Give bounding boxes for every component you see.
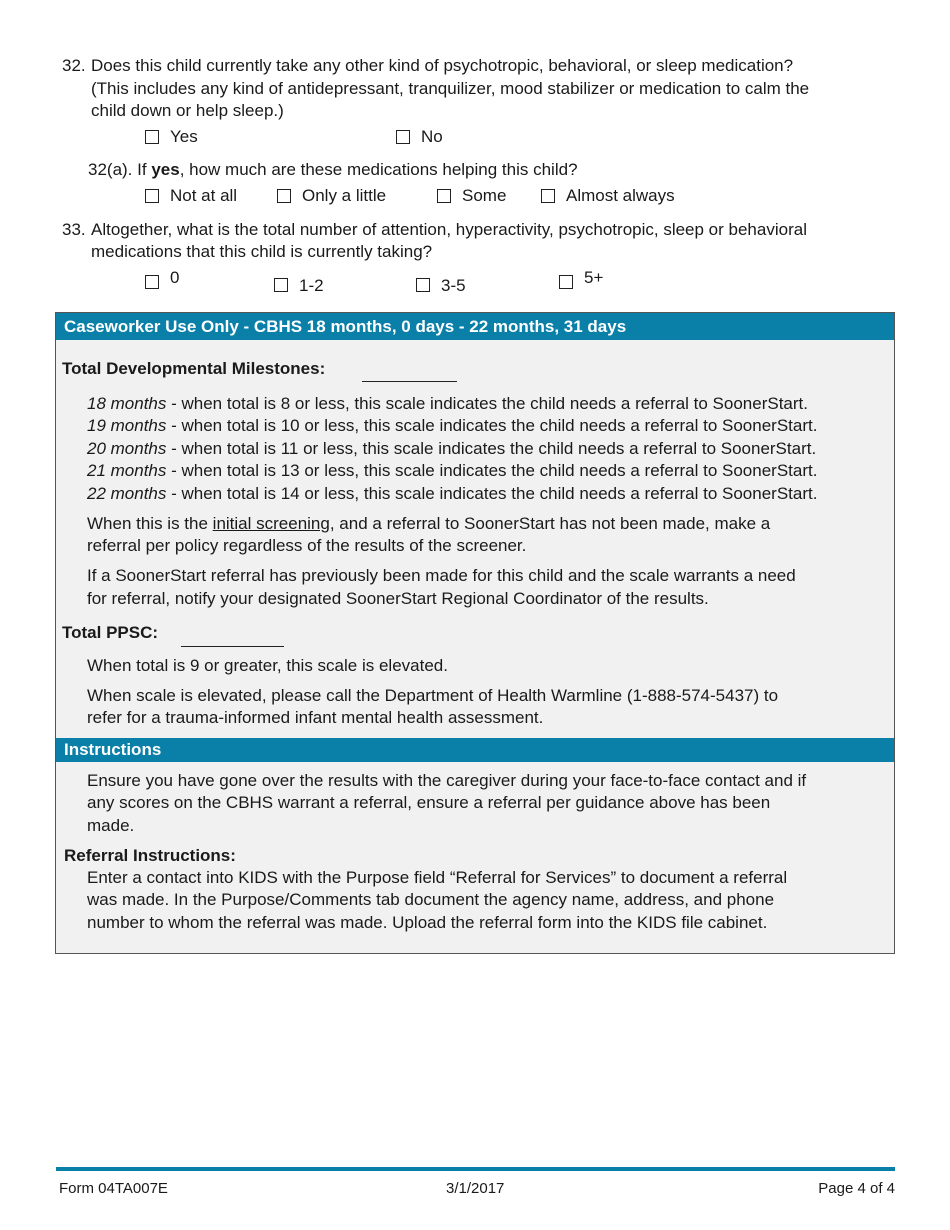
instructions-header: Instructions xyxy=(56,738,894,762)
option-label: 3-5 xyxy=(441,276,466,295)
ppsc-warmline-note-line2: refer for a trauma-informed infant mental health assessment. xyxy=(87,708,544,727)
footer-date: 3/1/2017 xyxy=(446,1180,505,1197)
checkbox[interactable] xyxy=(274,278,288,292)
age-row xyxy=(87,438,816,461)
initial-screening-note xyxy=(87,513,770,536)
checkbox[interactable] xyxy=(277,189,291,203)
q32a-option-almost-always[interactable] xyxy=(541,186,675,206)
question-line: Altogether, what is the total number of attention, hyperactivity, psychotropic, sleep or behavioral xyxy=(91,220,807,239)
q33-option-5-plus[interactable] xyxy=(559,268,604,289)
q32-option-yes[interactable] xyxy=(145,127,198,147)
instructions-line: any scores on the CBHS warrant a referral, ensure a referral per guidance above has been xyxy=(87,793,771,812)
question-number: 32. xyxy=(62,56,86,75)
option-label: Some xyxy=(462,186,507,205)
initial-screening-note-line2: referral per policy regardless of the results of the screener. xyxy=(87,536,527,555)
option-label: 1-2 xyxy=(299,276,324,295)
referral-line: was made. In the Purpose/Comments tab document the agency name, address, and phone xyxy=(87,890,775,909)
note-text: , and a referral to SoonerStart has not been made, make a xyxy=(329,514,771,533)
checkbox[interactable] xyxy=(437,189,451,203)
ppsc-label: Total PPSC: xyxy=(62,623,159,642)
age-row xyxy=(87,415,817,438)
referral-instructions-label: Referral Instructions: xyxy=(64,846,236,865)
age-rule: - when total is 11 or less, this scale indicates the child needs a referral to SoonerStart. xyxy=(166,439,817,458)
footer-form-number: Form 04TA007E xyxy=(59,1180,168,1197)
age-label: 20 months xyxy=(87,439,167,458)
age-rule: - when total is 14 or less, this scale indicates the child needs a referral to SoonerStart. xyxy=(166,484,818,503)
checkbox[interactable] xyxy=(559,275,573,289)
question-line: medications that this child is currently taking? xyxy=(91,242,433,261)
option-label: No xyxy=(421,127,443,146)
milestones-total-field[interactable] xyxy=(362,381,457,382)
q33-option-0[interactable] xyxy=(145,268,180,289)
question-number: 33. xyxy=(62,220,86,239)
age-row xyxy=(87,460,817,483)
checkbox[interactable] xyxy=(145,275,159,289)
option-label: Only a little xyxy=(302,186,387,205)
option-label: 0 xyxy=(170,268,180,287)
q32a-option-some[interactable] xyxy=(437,186,506,206)
q32a-suffix: , how much are these medications helping this child? xyxy=(179,160,578,179)
footer-divider xyxy=(56,1167,895,1171)
question-32a xyxy=(88,160,578,180)
milestones-label: Total Developmental Milestones: xyxy=(62,359,326,378)
ppsc-warmline-note: When scale is elevated, please call the Department of Health Warmline (1-888-574-5437) to xyxy=(87,686,779,705)
age-label: 21 months xyxy=(87,461,167,480)
instructions-line: made. xyxy=(87,816,135,835)
age-rule: - when total is 8 or less, this scale indicates the child needs a referral to SoonerStart. xyxy=(166,394,808,413)
checkbox[interactable] xyxy=(396,130,410,144)
question-line: child down or help sleep.) xyxy=(91,101,284,120)
age-label: 18 months xyxy=(87,394,167,413)
q32a-yes-emphasis: yes xyxy=(151,160,180,179)
q32a-option-not-at-all[interactable] xyxy=(145,186,237,206)
initial-screening-link: initial screening xyxy=(212,514,330,533)
checkbox[interactable] xyxy=(541,189,555,203)
caseworker-header: Caseworker Use Only - CBHS 18 months, 0 days - 22 months, 31 days xyxy=(56,313,894,340)
option-label: Almost always xyxy=(566,186,675,205)
q32-option-no[interactable] xyxy=(396,127,443,147)
referral-line: Enter a contact into KIDS with the Purpose field “Referral for Services” to document a referral xyxy=(87,868,788,887)
q32a-prefix: 32(a). If xyxy=(88,160,152,179)
age-rule: - when total is 13 or less, this scale indicates the child needs a referral to SoonerStart. xyxy=(166,461,818,480)
note-text: When this is the xyxy=(87,514,213,533)
age-label: 19 months xyxy=(87,416,167,435)
option-label: Not at all xyxy=(170,186,238,205)
age-row xyxy=(87,483,817,506)
q33-option-1-2[interactable] xyxy=(274,274,324,296)
checkbox[interactable] xyxy=(145,189,159,203)
footer-page-number: Page 4 of 4 xyxy=(818,1180,895,1197)
q32a-option-only-a-little[interactable] xyxy=(277,186,386,206)
checkbox[interactable] xyxy=(416,278,430,292)
previous-referral-note: If a SoonerStart referral has previously been made for this child and the scale warrants a need xyxy=(87,566,796,585)
instructions-line: Ensure you have gone over the results with the caregiver during your face-to-face contact and if xyxy=(87,771,807,790)
option-label: Yes xyxy=(170,127,198,146)
ppsc-total-field[interactable] xyxy=(181,646,284,647)
question-line: (This includes any kind of antidepressant, tranquilizer, mood stabilizer or medication to calm the xyxy=(91,79,810,98)
previous-referral-note-line2: for referral, notify your designated SoonerStart Regional Coordinator of the results. xyxy=(87,589,709,608)
referral-line: number to whom the referral was made. Upload the referral form into the KIDS file cabinet. xyxy=(87,913,768,932)
age-row xyxy=(87,393,808,416)
q33-option-3-5[interactable] xyxy=(416,274,466,296)
ppsc-elevated-note: When total is 9 or greater, this scale is elevated. xyxy=(87,656,448,675)
checkbox[interactable] xyxy=(145,130,159,144)
age-rule: - when total is 10 or less, this scale indicates the child needs a referral to SoonerStart. xyxy=(166,416,818,435)
caseworker-panel xyxy=(55,312,895,954)
question-line: Does this child currently take any other kind of psychotropic, behavioral, or sleep medication? xyxy=(91,56,794,75)
age-label: 22 months xyxy=(87,484,167,503)
option-label: 5+ xyxy=(584,268,604,287)
